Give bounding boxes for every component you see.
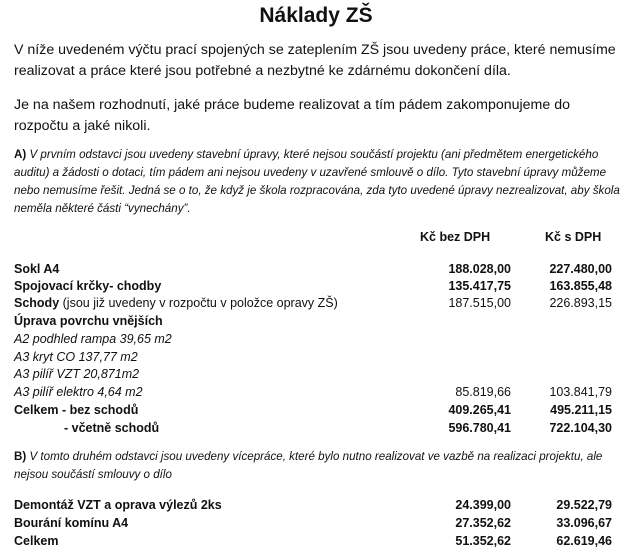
row-value-without-vat: 409.265,41 <box>448 403 511 417</box>
row-value-with-vat: 163.855,48 <box>549 279 612 293</box>
row-value-without-vat: 24.399,00 <box>455 498 511 512</box>
row-label: Úprava povrchu vnějších <box>14 314 163 328</box>
row-note: (jsou již uvedeny v rozpočtu v položce opravy ZŠ) <box>59 296 338 310</box>
table-row <box>0 515 632 532</box>
section-a-description <box>14 146 624 218</box>
row-label: Demontáž VZT a oprava výlezů 2ks <box>14 498 222 512</box>
row-label: A3 pilíř elektro 4,64 m2 <box>14 385 143 399</box>
table-row <box>0 295 632 312</box>
row-value-without-vat: 27.352,62 <box>455 516 511 530</box>
row-label: Schody <box>14 296 60 310</box>
row-label: Celkem - bez schodů <box>14 403 139 417</box>
section-b-text: V tomto druhém odstavci jsou uvedeny vícepráce, které bylo nutno realizovat ve vazbě na realizaci projektu, ale nejsou součástí smlouvy o dílo <box>14 450 603 481</box>
row-label: - včetně schodů <box>64 421 160 435</box>
row-value-with-vat: 722.104,30 <box>549 421 612 435</box>
row-label: A2 podhled rampa 39,65 m2 <box>14 332 172 346</box>
row-value-without-vat: 51.352,62 <box>455 534 511 548</box>
row-value-without-vat: 135.417,75 <box>448 279 511 293</box>
row-label: A3 kryt CO 137,77 m2 <box>14 350 138 364</box>
table-row <box>0 366 632 383</box>
row-label: Bourání komínu A4 <box>14 516 129 530</box>
row-label: Sokl A4 <box>14 262 60 276</box>
table-row <box>0 331 632 348</box>
section-b-description <box>14 448 624 484</box>
row-value-with-vat: 62.619,46 <box>556 534 612 548</box>
table-row <box>0 384 632 401</box>
header-without-vat: Kč bez DPH <box>420 230 491 244</box>
table-row <box>0 313 632 330</box>
row-value-without-vat: 85.819,66 <box>455 385 511 399</box>
row-value-with-vat: 29.522,79 <box>556 498 612 512</box>
section-a-label: A) <box>14 148 27 161</box>
table-row-total <box>0 402 632 419</box>
page-title: Náklady ZŠ <box>259 4 373 27</box>
table-row <box>0 349 632 366</box>
row-value-without-vat: 188.028,00 <box>448 262 511 276</box>
section-b-label: B) <box>14 450 27 463</box>
row-value-with-vat: 226.893,15 <box>549 296 612 310</box>
header-with-vat: Kč s DPH <box>545 230 602 244</box>
table-row <box>0 261 632 278</box>
table-row <box>0 497 632 514</box>
row-label: Spojovací krčky- chodby <box>14 279 162 293</box>
section-a-text: V prvním odstavci jsou uvedeny stavební úpravy, které nejsou součástí projektu (ani předmětem energetického auditu) a žádosti o dotaci, tím pádem ani nejsou uvedeny v uzavřené smlouvě o dílo. Tyto stavební úpravy můžeme nebo nemusíme řešit. Jedná se o to, že když je škola rozpracována, zda tyto uvedené úpravy nezrealizovat, aby škola neměla některé části “vynechány”. <box>14 148 620 215</box>
row-label: Celkem <box>14 534 59 548</box>
row-value-with-vat: 495.211,15 <box>550 403 612 417</box>
row-label-group <box>14 295 338 312</box>
row-value-with-vat: 103.841,79 <box>549 385 612 399</box>
table-row-total <box>0 420 632 437</box>
table-row-total <box>0 533 632 550</box>
intro-paragraph-1: V níže uvedeném výčtu prací spojených se zateplením ZŠ jsou uvedeny práce, které nemusíme realizovat a práce které jsou potřebné a nezbytné ke zdárnému dokončení díla. <box>14 42 616 79</box>
table-row <box>0 278 632 295</box>
intro-paragraph-2: Je na našem rozhodnutí, jaké práce budeme realizovat a tím pádem zakomponujeme do rozpočtu a jaké nikoli. <box>14 97 570 134</box>
row-value-without-vat: 187.515,00 <box>448 296 511 310</box>
row-value-without-vat: 596.780,41 <box>448 421 511 435</box>
row-value-with-vat: 33.096,67 <box>556 516 612 530</box>
row-label: A3 pilíř VZT 20,871m2 <box>14 367 140 381</box>
row-value-with-vat: 227.480,00 <box>549 262 612 276</box>
